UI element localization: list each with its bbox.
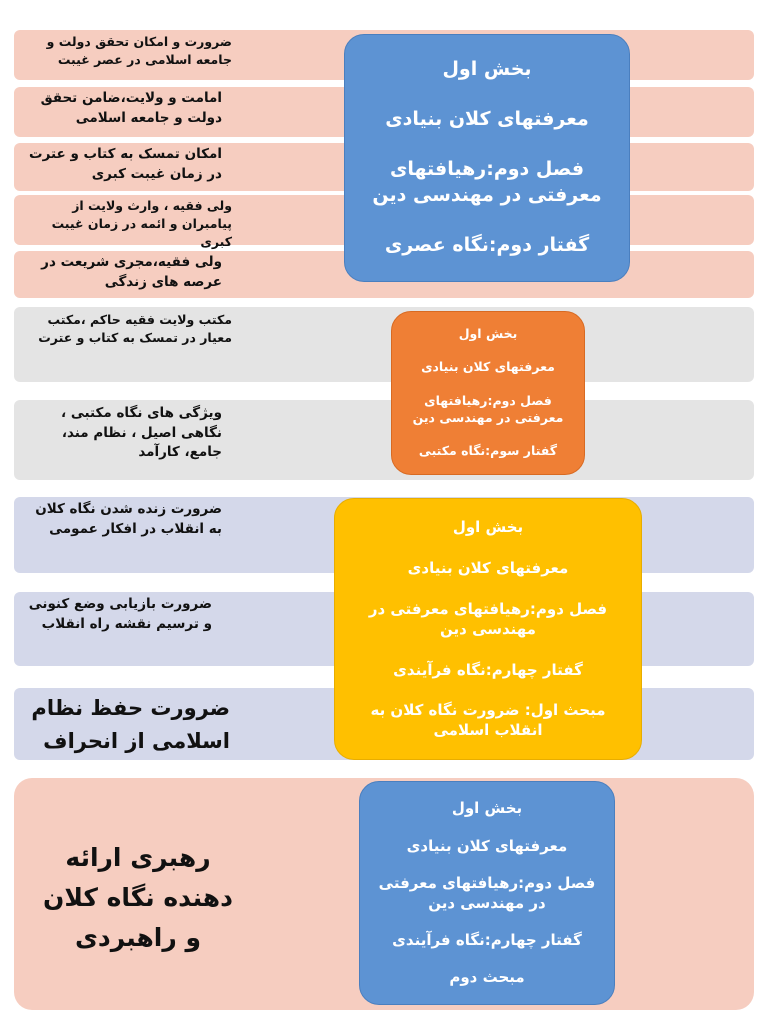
section1-item-5: ولی فقیه،مجری شریعت در عرصه های زندگی: [41, 254, 222, 290]
section2-box: [391, 311, 585, 475]
section4-box-line-1: بخش اول: [451, 799, 523, 818]
section4-box: [359, 781, 615, 1005]
section2-item-1: مکتب ولایت فقیه حاکم ،مکتب معیار در تمسک به کتاب و عترت: [38, 312, 232, 346]
section1-item-1: ضرورت و امکان تحقق دولت و جامعه اسلامی در عصر غیبت: [46, 34, 232, 68]
section1-item-4: ولی فقیه ، وارث ولایت از پیامبران و ائمه در زمان غیبت کبری: [51, 198, 232, 250]
section3-box-line-2: معرفتهای کلان بنیادی: [407, 558, 569, 577]
section2-box-line-2: معرفتهای کلان بنیادی: [421, 359, 555, 375]
section4-box-line-2: معرفتهای کلان بنیادی: [406, 836, 568, 855]
section3-item-1: ضرورت زنده شدن نگاه کلان به انقلاب در افکار عمومی: [35, 501, 222, 537]
section3-item-2: ضرورت بازیابی وضع کنونی و ترسیم نقشه راه انقلاب: [28, 596, 212, 632]
section1-box-line-1: بخش اول: [442, 58, 532, 81]
section2-box-line-1: بخش اول: [458, 326, 518, 342]
section4-box-line-5: مبحث دوم: [449, 968, 525, 987]
section3-box-line-1: بخش اول: [452, 518, 524, 537]
section3-box-line-5: مبحث اول: ضرورت نگاه کلان به انقلاب اسلامی: [370, 701, 606, 740]
section3-item-3: ضرورت حفظ نظام اسلامی از انحراف: [31, 696, 230, 753]
section3-box: [334, 498, 642, 760]
section3-box-line-3: فصل دوم:رهیافتهای معرفتی در مهندسی دین: [368, 599, 608, 638]
section3-box-line-4: گفتار چهارم:نگاه فرآیندی: [393, 660, 583, 679]
section4-item: رهبری ارائه دهنده نگاه کلان و راهبردی: [43, 843, 233, 952]
section4-box-line-4: گفتار چهارم:نگاه فرآیندی: [392, 931, 582, 950]
section1-item-2: امامت و ولایت،ضامن تحقق دولت و جامعه اسلامی: [40, 90, 222, 126]
section1-box-line-2: معرفتهای کلان بنیادی: [385, 108, 589, 131]
section1-item-3: امکان تمسک به کتاب و عترت در زمان غیبت کبری: [29, 146, 222, 182]
section4-box-line-3: فصل دوم:رهیافتهای معرفتی در مهندسی دین: [378, 873, 596, 912]
section2-box-line-4: گفتار سوم:نگاه مکتبی: [418, 442, 558, 458]
section2-item-2: ویژگی های نگاه مکتبی ، نگاهی اصیل ، نظام مند، جامع، کارآمد: [61, 405, 222, 461]
section1-box: [344, 34, 630, 282]
section1-box-line-4: گفتار دوم:نگاه عصری: [384, 234, 590, 257]
section2-box-line-3: فصل دوم:رهیافتهای معرفتی در مهندسی دین: [412, 392, 564, 425]
section1-box-line-3: فصل دوم:رهیافتهای معرفتی در مهندسی دین: [372, 158, 602, 207]
